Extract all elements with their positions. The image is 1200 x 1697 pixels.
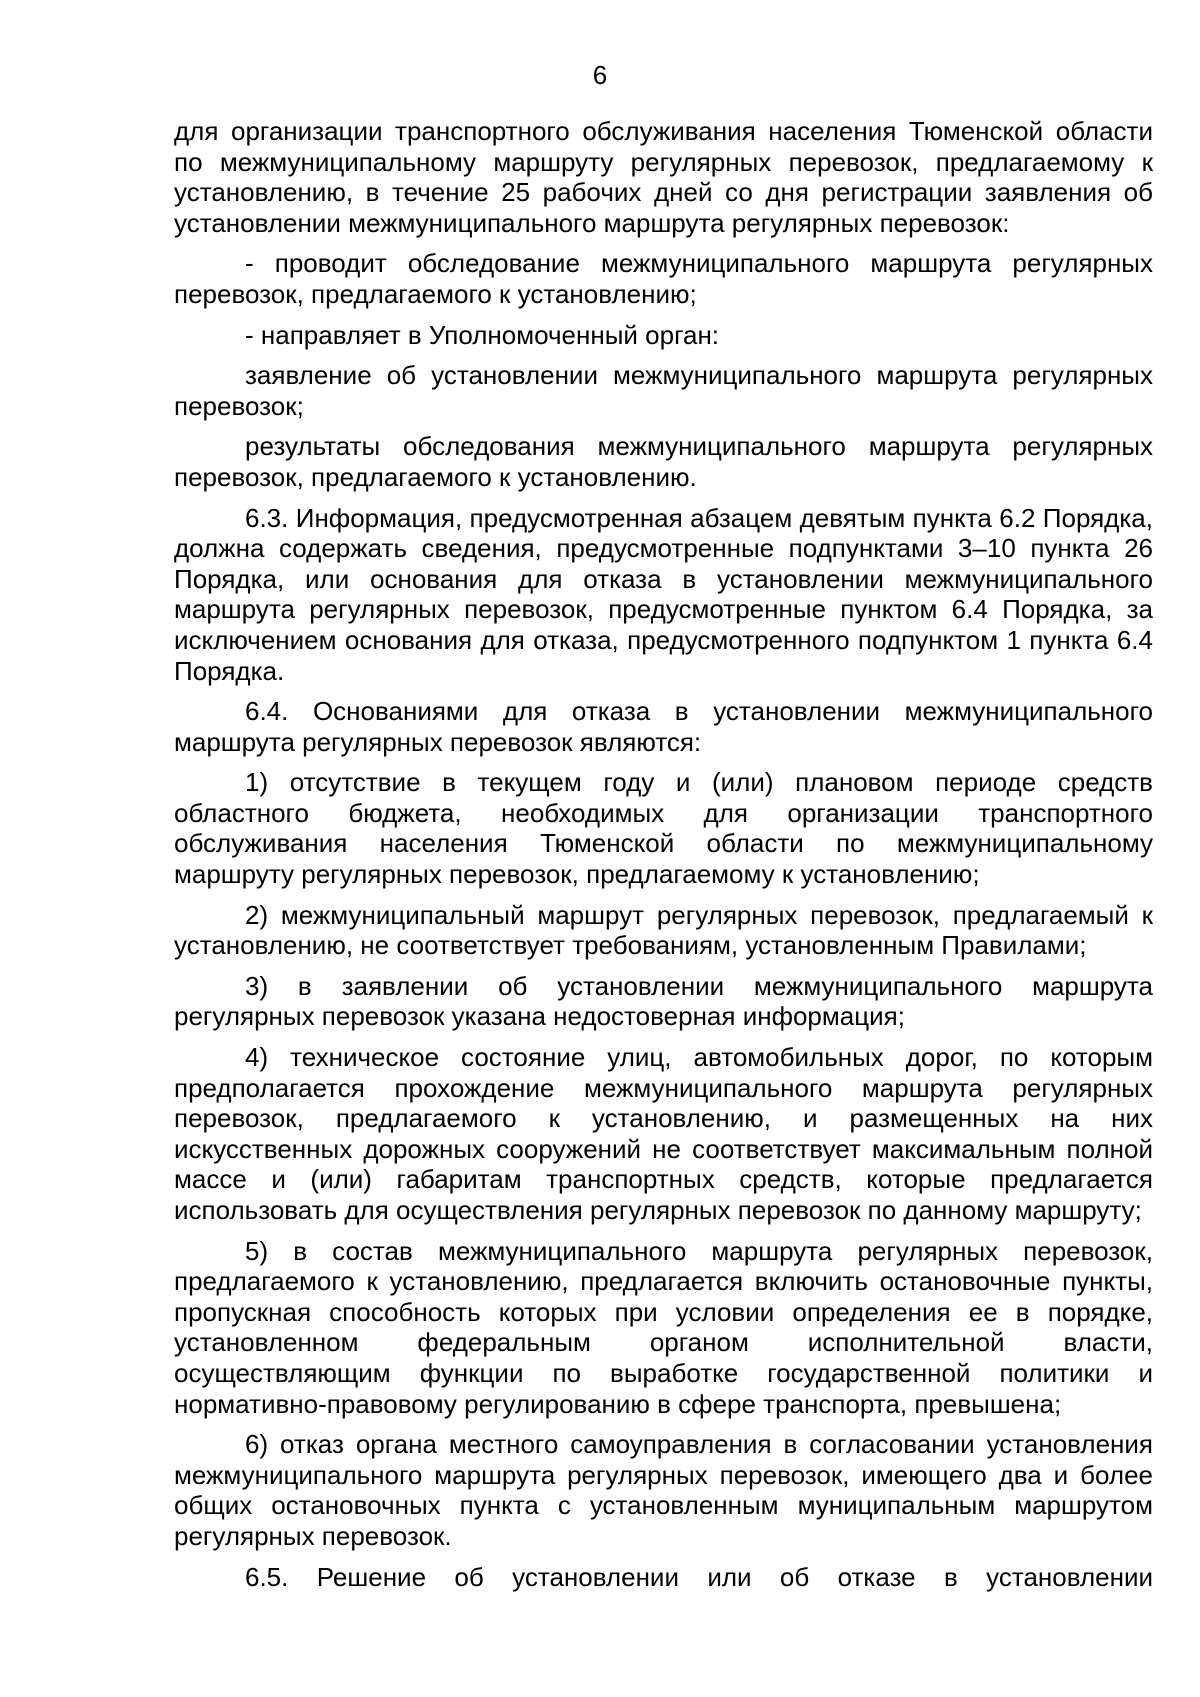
paragraph-reason-4: 4) техническое состояние улиц, автомобильных дорог, по которым предполагается прохождение межмуниципального маршрута регулярных перевозок, предлагаемого к установлению, и размещенных на них искусственных дорожных сооружений не соответствует максимальным полной массе и (или) габаритам транспортных средств, которые предлагается использовать для осуществления регулярных перевозок по данному маршруту; bbox=[174, 1042, 1153, 1225]
paragraph-application: заявление об установлении межмуниципального маршрута регулярных перевозок; bbox=[174, 360, 1153, 421]
paragraph-list-item-send: - направляет в Уполномоченный орган: bbox=[245, 319, 720, 350]
paragraph-reason-1: 1) отсутствие в текущем году и (или) плановом периоде средств областного бюджета, необходимых для организации транспортного обслуживания населения Тюменской области по межмуниципальному маршруту регулярных перевозок, предлагаемому к установлению; bbox=[174, 767, 1153, 890]
paragraph-clause-6-4: 6.4. Основаниями для отказа в установлении межмуниципального маршрута регулярных перевозок являются: bbox=[174, 696, 1153, 757]
paragraph-reason-6: 6) отказ органа местного самоуправления в согласовании установления межмуниципального маршрута регулярных перевозок, имеющего два и более общих остановочных пункта с установленным муниципальным маршрутом регулярных перевозок. bbox=[174, 1429, 1153, 1551]
paragraph-reason-2: 2) межмуниципальный маршрут регулярных перевозок, предлагаемый к установлению, не соответствует требованиям, установленным Правилами; bbox=[174, 899, 1153, 961]
paragraph-list-item-survey: - проводит обследование межмуниципального маршрута регулярных перевозок, предлагаемого к установлению; bbox=[174, 248, 1153, 309]
paragraph-reason-5: 5) в состав межмуниципального маршрута регулярных перевозок, предлагаемого к установлению, предлагается включить остановочные пункты, пропускная способность которых при условии определения ее в порядке, установленном федеральным органом исполнительной власти, осуществляющим функции по выработке государственной политики и нормативно-правовому регулированию в сфере транспорта, превышена; bbox=[174, 1235, 1153, 1419]
paragraph-clause-6-5: 6.5. Решение об установлении или об отказе в установлении bbox=[245, 1561, 1153, 1592]
paragraph-survey-results: результаты обследования межмуниципального маршрута регулярных перевозок, предлагаемого к установлению. bbox=[174, 431, 1153, 492]
page-number: 6 bbox=[592, 60, 608, 90]
paragraph-clause-6-3: 6.3. Информация, предусмотренная абзацем девятым пункта 6.2 Порядка, должна содержать сведения, предусмотренные подпунктами 3–10 пункта 26 Порядка, или основания для отказа в установлении межмуниципального маршрута регулярных перевозок, предусмотренные пунктом 6.4 Порядка, за исключением основания для отказа, предусмотренного подпунктом 1 пункта 6.4 Порядка. bbox=[174, 502, 1153, 686]
paragraph-continuation: для организации транспортного обслуживания населения Тюменской области по межмуниципальному маршруту регулярных перевозок, предлагаемому к установлению, в течение 25 рабочих дней со дня регистрации заявления об установлении межмуниципального маршрута регулярных перевозок: bbox=[174, 116, 1153, 238]
paragraph-reason-3: 3) в заявлении об установлении межмуниципального маршрута регулярных перевозок указана недостоверная информация; bbox=[174, 970, 1153, 1032]
document-body bbox=[174, 116, 1153, 1592]
